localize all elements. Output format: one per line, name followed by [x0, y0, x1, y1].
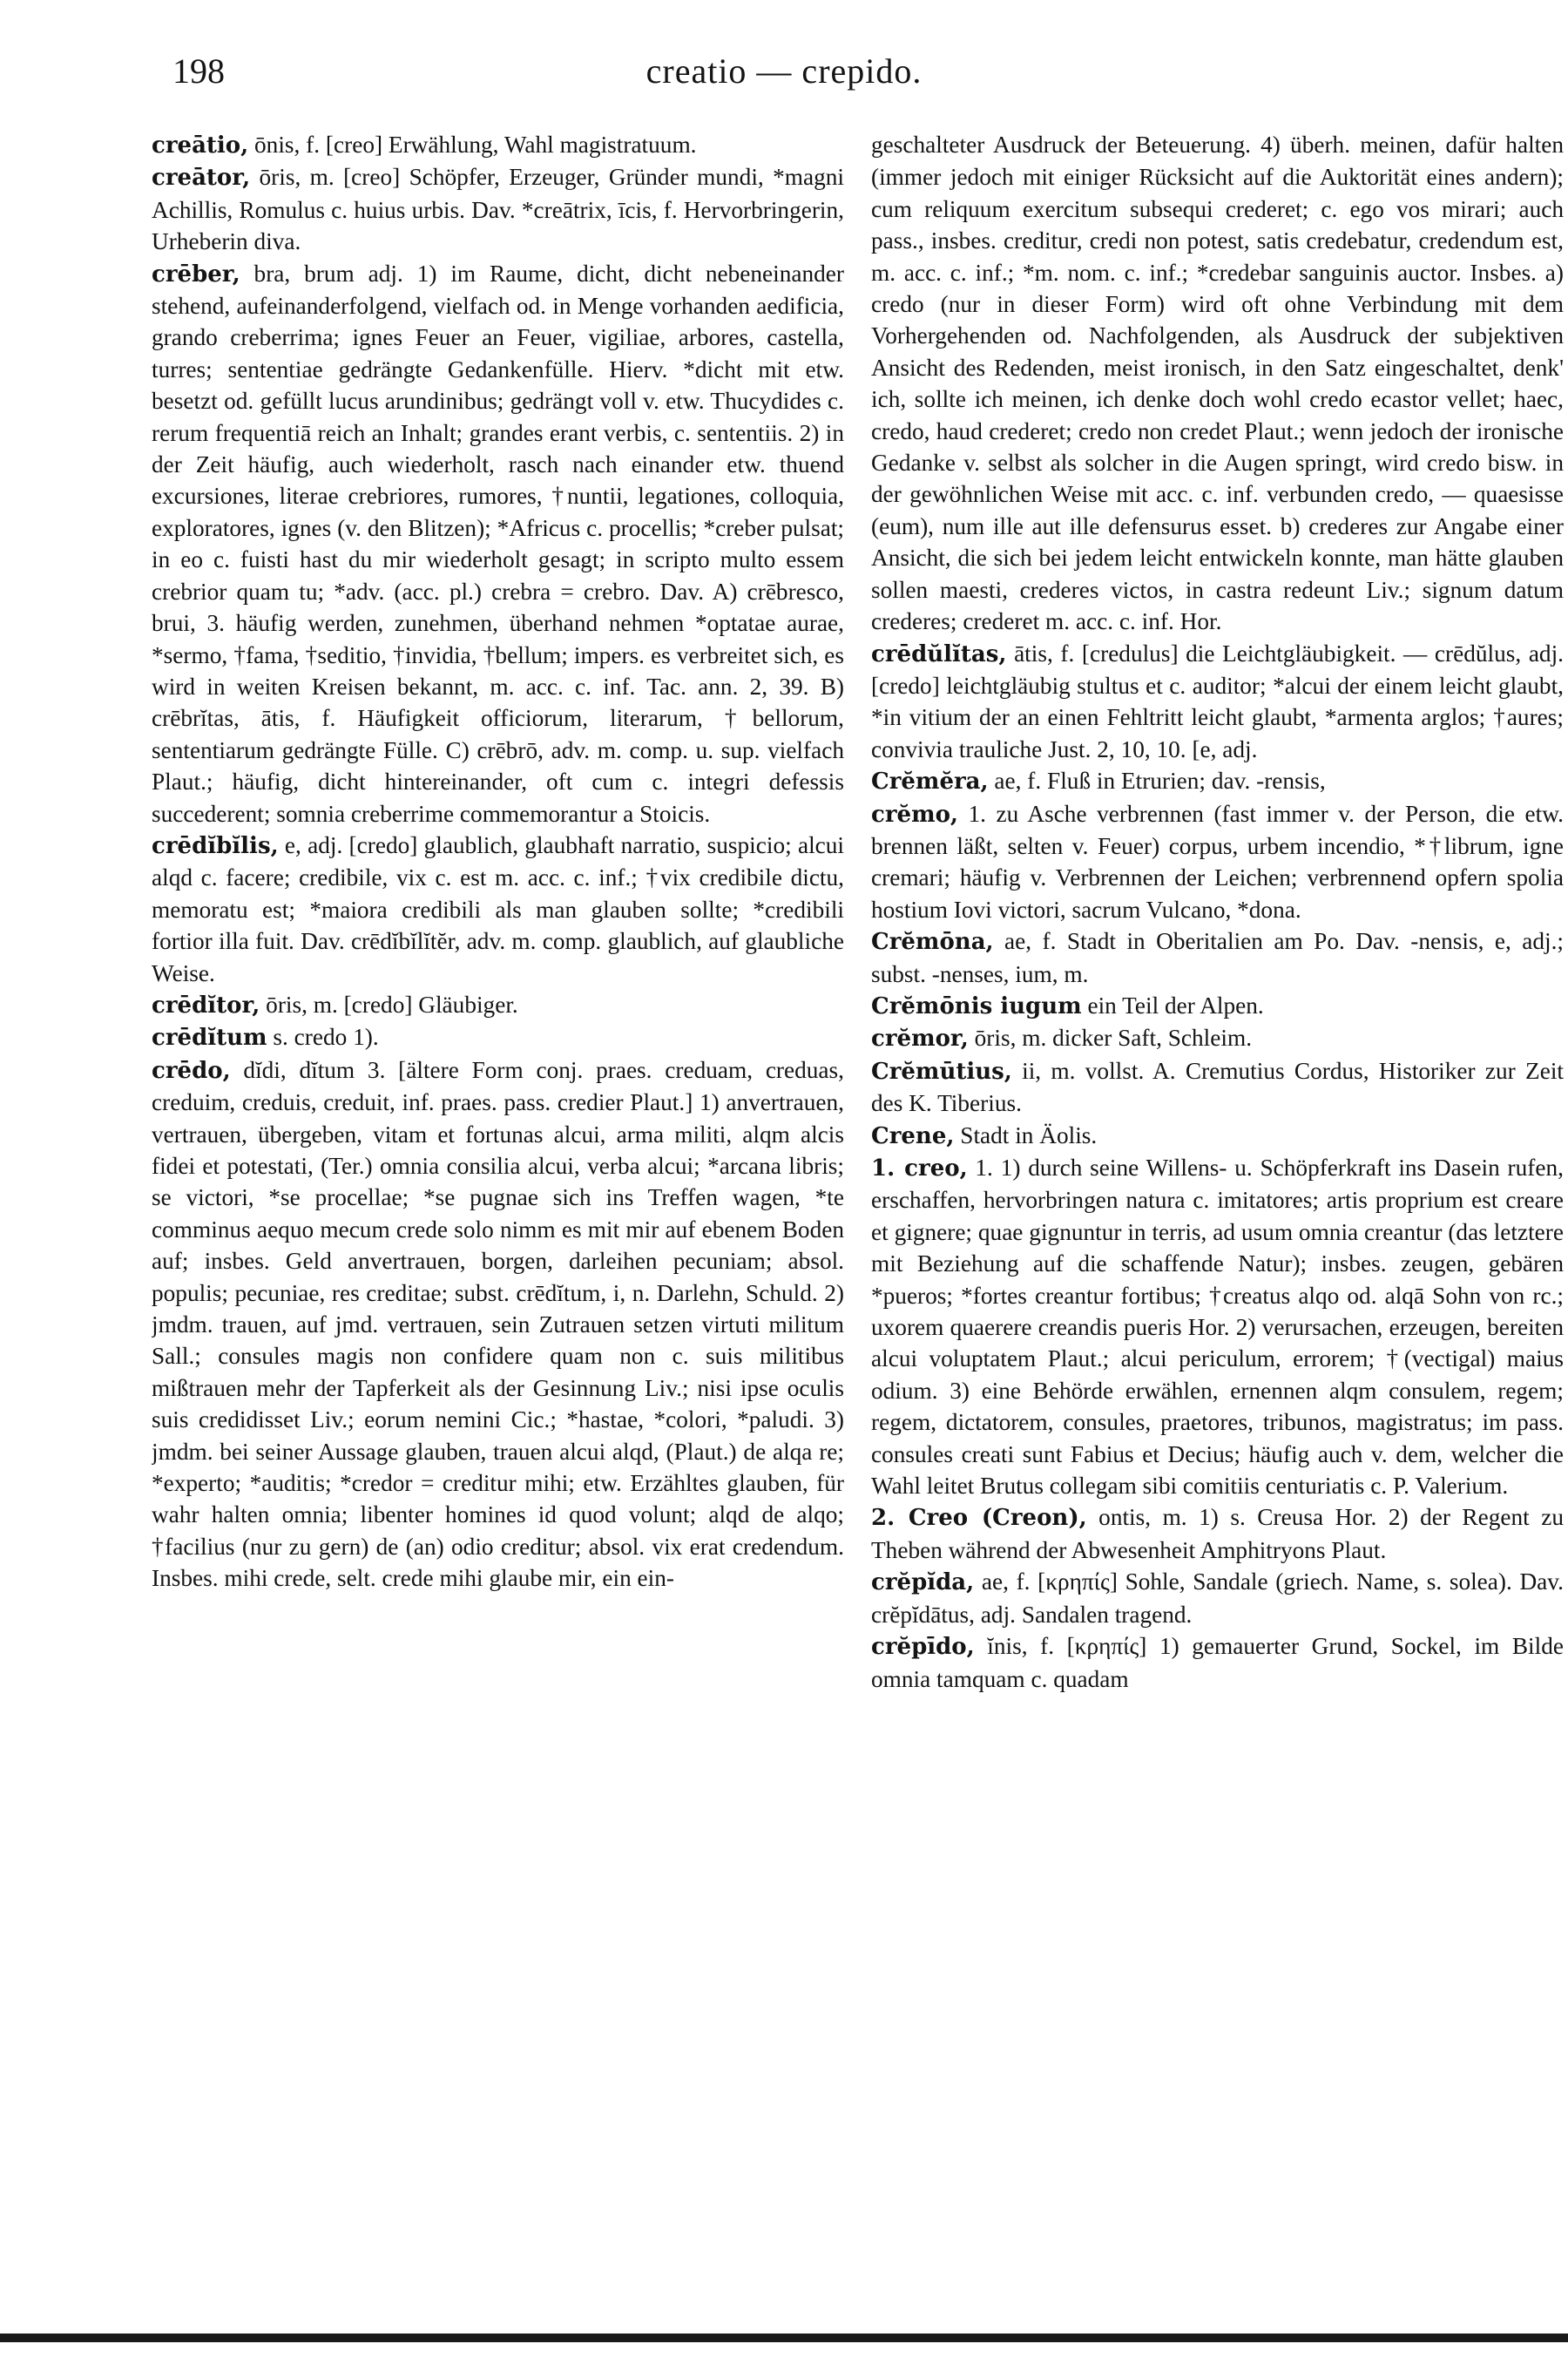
dictionary-entry [871, 1055, 1564, 1120]
entry-lemma: crēdĭbĭlis, [152, 832, 279, 859]
entry-lemma: 2. Creo (Creon), [871, 1505, 1087, 1532]
dictionary-entry [871, 1501, 1564, 1566]
entry-lemma: Crĕmōnis iugum [871, 992, 1082, 1019]
dictionary-entry [871, 798, 1564, 926]
dictionary-entry [871, 1152, 1564, 1501]
entry-text: ontis, m. 1) s. Creusa Hor. 2) der Regent zu Theben während der Abwesenheit Amphitryons Plaut. [871, 1504, 1564, 1563]
entry-lemma: Crĕmōna, [871, 929, 994, 956]
entry-text: e, adj. [credo] glaublich, glaubhaft narratio, suspicio; alcui alqd c. facere; credibile, vix c. est m. acc. c. inf.; †vix credibile dictu, memoratu est; *maiora credibili als man glauben sollte; *credibili fortior illa fuit. Dav. crēdĭbĭlĭtĕr, adv. m. comp. glaublich, auf glaubliche Weise. [152, 831, 844, 986]
entry-text: 1. 1) durch seine Willens- u. Schöpferkraft ins Dasein rufen, erschaffen, hervorbringen natura c. imitatores; artis proprium est creare et gignere; quae gignuntur in terris, ad usum omnia creantur (das letztere mit Beziehung auf die schaffende Natur); insbes. zeugen, gebären *pueros; *fortes creantur fortibus; †creatus alqo od. alqā Sohn von rc.; uxorem quaerere creandis pueris Hor. 2) verursachen, erzeugen, bereiten alcui voluptatem Plaut.; alcui periculum, errorem; †(vectigal) maius odium. 3) eine Behörde erwählen, ernennen alqm consulem, regem; regem, dictatorem, consules, praetores, tribunos, magistratus; im pass. consules creati sunt Fabius et Decius; häufig auch v. dem, welcher die Wahl leitet Brutus collegam sibi comitiis centuriatis c. P. Valerium. [871, 1155, 1564, 1500]
entry-text: ĭnis, f. [κρηπίς] 1) gemauerter Grund, Sockel, im Bilde omnia tamquam c. quadam [871, 1633, 1564, 1692]
entry-lemma: creātor, [152, 165, 251, 192]
entry-lemma: crēber, [152, 261, 240, 288]
entry-lemma: creātio, [152, 132, 249, 159]
entry-text: ae, f. [κρηπίς] Sohle, Sandale (griech. Name, s. solea). Dav. crĕpĭdātus, adj. Sandalen tragend. [871, 1568, 1564, 1628]
entry-text: ae, f. Fluß in Etrurien; dav. -rensis, [988, 768, 1326, 795]
dictionary-entry [871, 990, 1564, 1022]
dictionary-entry [871, 1022, 1564, 1054]
page-bottom-rule [0, 2334, 1568, 2342]
dictionary-entry [871, 1120, 1564, 1152]
entry-text: s. credo 1). [267, 1024, 379, 1051]
entry-text: ātis, f. [credulus] die Leichtgläubigkeit. — crēdŭlus, adj. [credo] leichtgläubig stultus et c. auditor; *alcui der einem leicht glaubt, *in vitium der an einen Fehltritt leicht glaubt, *armenta arglos; †aures; convivia trauliche Just. 2, 10, 10. [e, adj. [871, 640, 1564, 762]
dictionary-entry [152, 258, 844, 830]
entry-lemma: crēdĭtum [152, 1025, 267, 1052]
entry-text: geschalteter Ausdruck der Beteuerung. 4) überh. meinen, dafür halten (immer jedoch mit einiger Rücksicht auf die Auktorität eines andern); cum reliquum exercitum subsequi crederet; c. ego vos mirari; auch pass., insbes. creditur, credi non potest, satis credebatur, credendum est, m. acc. c. inf.; *m. nom. c. inf.; *credebar sanguinis auctor. Insbes. a) credo (nur in dieser Form) wird oft ohne Verbindung mit dem Vorhergehenden od. Nachfolgenden, als Ausdruck der subjektiven Ansicht des Redenden, meist ironisch, in den Satz eingeschaltet, denk' ich, sollte ich meinen, ich denke doch wohl credo ecastor vellet; haec, credo, haud crederet; credo non credet Plaut.; wenn jedoch der ironische Gedanke v. selbst als solcher in die Augen springt, wird credo bisw. in der gewöhnlichen Weise mit acc. c. inf. verbunden credo, — quaesisse (eum), num ille aut ille defensurus esset. b) crederes zur Angabe einer Ansicht, die sich bei jedem leicht entwickeln konnte, man hätte glauben sollen maesti, crederes victos, in castra redeunt Liv.; signum datum crederes; crederet m. acc. c. inf. Hor. [871, 132, 1564, 635]
right-column [871, 129, 1564, 2307]
dictionary-entry-continuation [871, 129, 1564, 638]
entry-lemma: Crĕmūtius, [871, 1058, 1012, 1085]
entry-lemma: crĕmor, [871, 1026, 969, 1053]
dictionary-entry [152, 830, 844, 989]
dictionary-entry [871, 925, 1564, 990]
entry-text: ii, m. vollst. A. Cremutius Cordus, Historiker zur Zeit des K. Tiberius. [871, 1057, 1564, 1117]
entry-text: ōris, m. [creo] Schöpfer, Erzeuger, Gründer mundi, *magni Achillis, Romulus c. huius urbis. Dav. *creātrix, īcis, f. Hervorbringerin, Urheberin diva. [152, 164, 844, 255]
dictionary-entry [871, 1630, 1564, 1695]
entry-text: Stadt in Äolis. [954, 1121, 1098, 1148]
page-number: 198 [172, 51, 225, 91]
entry-text: 1. zu Asche verbrennen (fast immer v. der Person, die etw. brennen läßt, selten v. Feuer) corpus, urbem incendio, *†librum, igne cremari; häufig v. Verbrennen der Leichen; verbrennend opfern spolia hostium Iovi victori, sacrum Vulcano, *dona. [871, 800, 1564, 923]
page-header [0, 0, 1568, 131]
dictionary-entry [871, 765, 1564, 797]
entry-lemma: crēdĭtor, [152, 992, 260, 1019]
dictionary-entry [152, 129, 844, 161]
dictionary-entry [871, 638, 1564, 766]
left-column [152, 129, 844, 2307]
entry-lemma: Crĕmĕra, [871, 769, 989, 796]
dictionary-entry [152, 989, 844, 1021]
entry-lemma: Crene, [871, 1122, 955, 1149]
entry-text: bra, brum adj. 1) im Raume, dicht, dicht nebeneinander stehend, aufeinanderfolgend, vielfach od. in Menge vorhanden aedificia, grando creberrima; ignes Feuer an Feuer, vigiliae, arbores, castella, turres; sententiae gedrängte Gedankenfülle. Hierv. *dicht mit etw. besetzt od. gefüllt lucus arundinibus; gedrängt voll v. etw. Thucydides c. rerum frequentiā reich an Inhalt; grandes erant verbis, c. sententiis. 2) in der Zeit häufig, auch wiederholt, rasch nach einander etw. thuend excursiones, literae crebriores, rumores, †nuntii, legationes, colloquia, exploratores, ignes (v. den Blitzen); *Africus c. procellis; *creber pulsat; in eo c. fuisti hast du mir wiederholt gesagt; in scripto multo essem crebrior quam tu; *adv. (acc. pl.) crebra = crebro. Dav. A) crēbresco, brui, 3. häufig werden, zunehmen, überhand nehmen *optatae aurae, *sermo, †fama, †seditio, †invidia, †bellum; impers. es verbreitet sich, es wird in weiten Kreisen bekannt, m. acc. c. inf. Tac. ann. 2, 39. B) crēbrĭtas, ātis, f. Häufigkeit officiorum, literarum, †bellorum, sententiarum gedrängte Fülle. C) crēbrō, adv. m. comp. u. sup. vielfach Plaut.; häufig, dicht hintereinander, oft cum c. integri defessis succederent; somnia creberrime commemorantur a Stoicis. [152, 260, 844, 827]
dictionary-entry [152, 1054, 844, 1595]
dictionary-entry [152, 161, 844, 257]
running-head: creatio — crepido. [645, 51, 923, 91]
entry-text: ein Teil der Alpen. [1081, 992, 1264, 1019]
entry-text: ae, f. Stadt in Oberitalien am Po. Dav. -nensis, e, adj.; subst. -nenses, ium, m. [871, 928, 1564, 987]
entry-lemma: crēdŭlĭtas, [871, 640, 1007, 667]
entry-lemma: crēdo, [152, 1057, 231, 1084]
entry-lemma: crĕmo, [871, 801, 958, 828]
entry-text: ōris, m. [credo] Gläubiger. [260, 991, 518, 1018]
entry-lemma: crĕpĭda, [871, 1569, 975, 1596]
entry-lemma: crĕpīdo, [871, 1634, 975, 1661]
entry-text: ōnis, f. [creo] Erwählung, Wahl magistratuum. [248, 132, 697, 158]
entry-text: dĭdi, dĭtum 3. [ältere Form conj. praes. creduam, creduas, creduim, creduis, creduit, inf. praes. pass. credier Plaut.] 1) anvertrauen, vertrauen, übergeben, vitam et fortunas alcui, arma militi, alqm alcis fidei et potestati, (Ter.) omnia consilia alcui, verba alcui; *arcana libris; se victori, *se procellae; *se pugnae sich ins Treffen wagen, *te comminus aequo mecum crede solo nimm es mit mir auf ebenem Boden auf; insbes. Geld anvertrauen, borgen, darleihen pecuniam; absol. populis; pecuniae, res creditae; subst. crēdĭtum, i, n. Darlehn, Schuld. 2) jmdm. trauen, auf jmd. vertrauen, sein Zutrauen setzen virtuti militum Sall.; consules magis non confidere quam non c. suis militibus mißtrauen mehr der Tapferkeit als der Gesinnung Liv.; nisi ipse oculis suis credidisset Liv.; eorum nemini Cic.; *hastae, *colori, *paludi. 3) jmdm. bei seiner Aussage glauben, trauen alcui alqd, (Plaut.) de alqa re; *experto; *auditis; *credor = creditur mihi; etw. Erzähltes glauben, für wahr halten omnia; libenter homines id quod volunt; alqd de alqo; †facilius (nur zu gern) de (an) odio creditur; absol. vix erat credendum. Insbes. mihi crede, selt. crede mihi glaube mir, ein ein- [152, 1056, 844, 1592]
entry-text: ōris, m. dicker Saft, Schleim. [968, 1025, 1253, 1052]
dictionary-entry [152, 1021, 844, 1053]
dictionary-entry [871, 1566, 1564, 1630]
entry-lemma: 1. creo, [871, 1155, 968, 1182]
